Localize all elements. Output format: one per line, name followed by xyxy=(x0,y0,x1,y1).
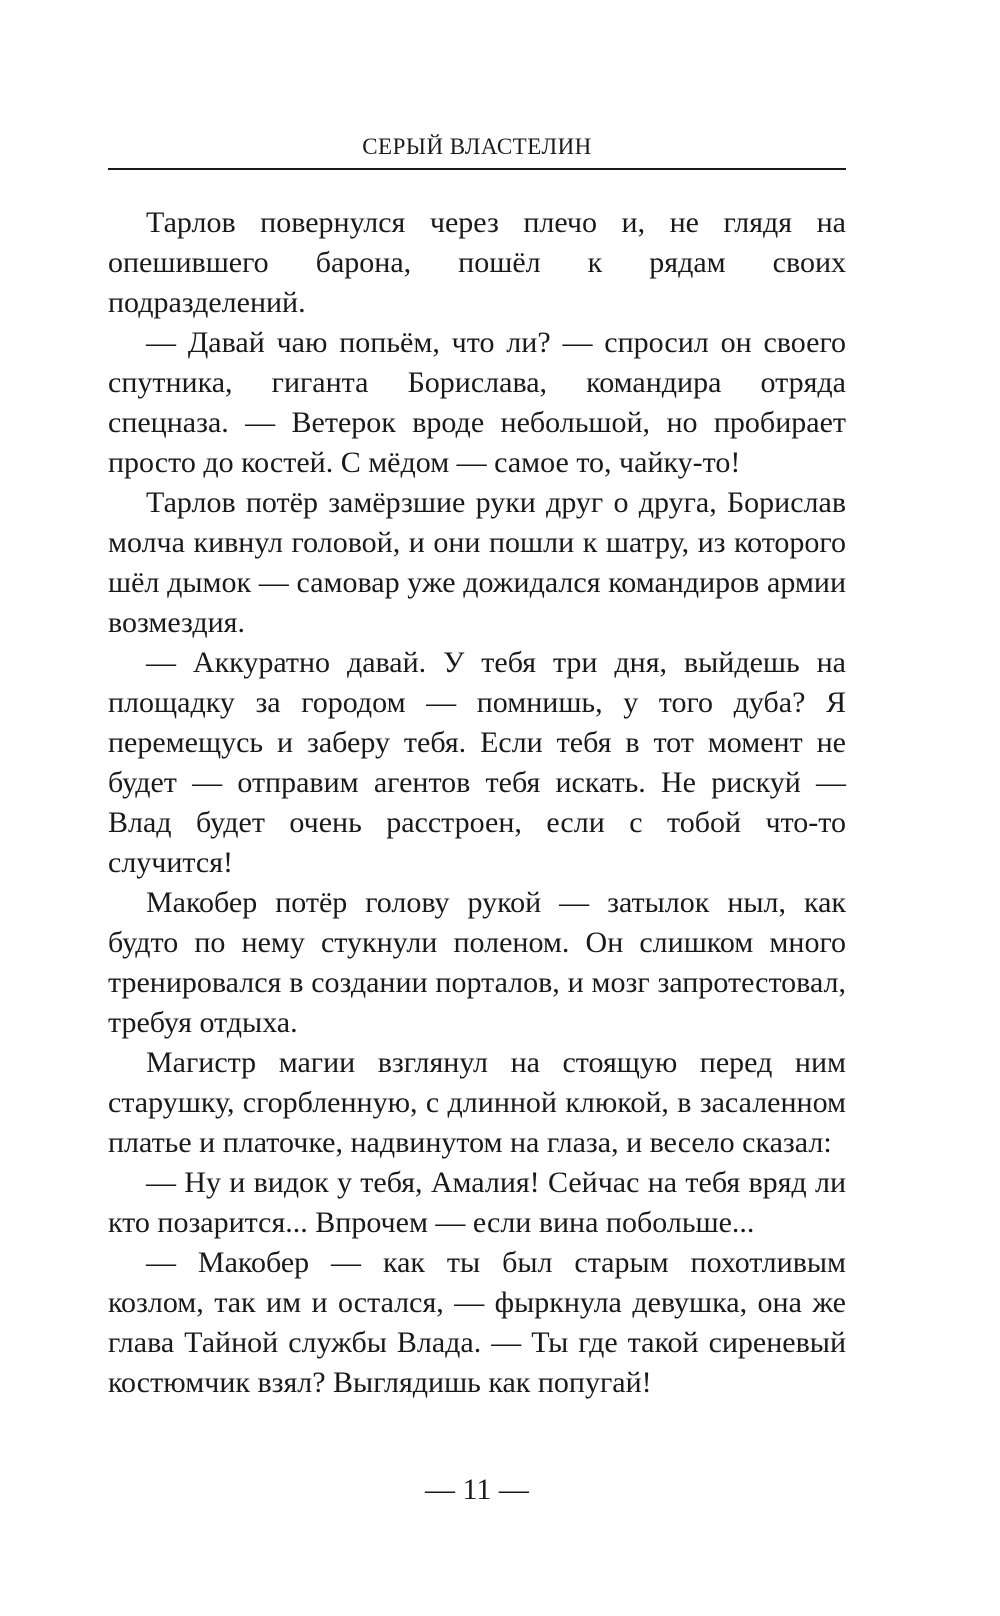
page-number: — 11 — xyxy=(425,1473,529,1506)
header-rule xyxy=(108,168,846,170)
paragraph: Магистр магии взглянул на стоящую перед ним старушку, сгорбленную, с длинной клюкой, в засаленном платье и платочке, надвинутом на глаза, и весело сказал: xyxy=(108,1046,846,1159)
paragraph: — Аккуратно давай. У тебя три дня, выйдешь на площадку за городом — помнишь, у того дуба? Я перемещусь и заберу тебя. Если тебя в тот момент не будет — отправим агентов тебя искать. Не рискуй — Влад будет очень расстроен, если с тобой что-то случится! xyxy=(108,646,846,879)
paragraph: Тарлов потёр замёрзшие руки друг о друга, Борислав молча кивнул головой, и они пошли к шатру, из которого шёл дымок — самовар уже дожидался командиров армии возмездия. xyxy=(108,486,846,639)
paragraph: — Ну и видок у тебя, Амалия! Сейчас на тебя вряд ли кто позарится... Впрочем — если вина побольше... xyxy=(108,1166,846,1239)
paragraph: — Давай чаю попьём, что ли? — спросил он своего спутника, гиганта Борислава, командира отряда спецназа. — Ветерок вроде небольшой, но пробирает просто до костей. С мёдом — самое то, чайку-то! xyxy=(108,326,846,479)
paragraph: Тарлов повернулся через плечо и, не глядя на опешившего барона, пошёл к рядам своих подразделений. xyxy=(108,206,846,319)
body-text xyxy=(108,203,846,1403)
paragraph: Макобер потёр голову рукой — затылок ныл, как будто по нему стукнули поленом. Он слишком много тренировался в создании порталов, и мозг запротестовал, требуя отдыха. xyxy=(108,886,846,1039)
paragraph: — Макобер — как ты был старым похотливым козлом, так им и остался, — фыркнула девушка, она же глава Тайной службы Влада. — Ты где такой сиреневый костюмчик взял? Выглядишь как попугай! xyxy=(108,1246,846,1399)
running-head: СЕРЫЙ ВЛАСТЕЛИН xyxy=(362,134,592,159)
